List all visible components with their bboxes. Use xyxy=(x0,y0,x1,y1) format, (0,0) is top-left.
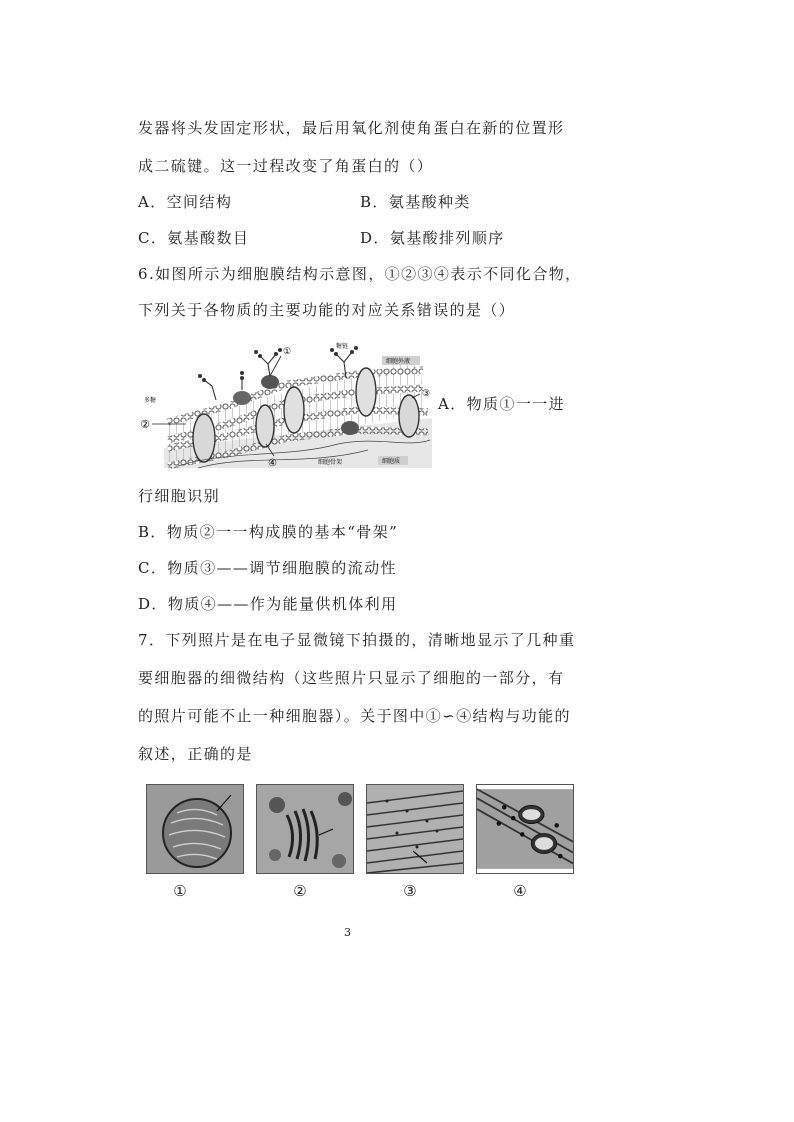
text-line: 发器将头发固定形状，最后用氧化剂使角蛋白在新的位置形 xyxy=(138,119,565,137)
q5-option-d: D．氨基酸排列顺序 xyxy=(360,229,505,247)
figure-label: ② xyxy=(140,418,150,431)
text-line: 成二硫键。这一过程改变了角蛋白的（） xyxy=(138,157,434,175)
q7-stem: 叙述，正确的是 xyxy=(138,745,253,763)
figure-label: 细胞外液 xyxy=(386,358,411,365)
q6-stem: 6.如图所示为细胞膜结构示意图，①②③④表示不同化合物， xyxy=(138,265,582,283)
q6-option-b: B．物质②一一构成膜的基本“骨架” xyxy=(138,523,399,541)
photo-label: ④ xyxy=(513,882,527,900)
q5-option-c: C．氨基酸数目 xyxy=(138,229,250,247)
photo-label: ② xyxy=(293,882,307,900)
figure-label: 糖链 xyxy=(336,343,349,350)
q7-stem: 的照片可能不止一种细胞器）。关于图中①∽④结构与功能的 xyxy=(138,707,571,725)
figure-label: 细胞骨架 xyxy=(318,459,343,466)
figure-label: ④ xyxy=(268,458,277,469)
em-photo-golgi xyxy=(256,784,354,874)
photo-label: ① xyxy=(173,882,187,900)
q6-option-d: D．物质④——作为能量供机体利用 xyxy=(138,595,398,613)
figure-label: ① xyxy=(283,347,292,357)
page-number: 3 xyxy=(344,926,351,939)
em-photo-mitochondrion xyxy=(146,784,244,874)
q6-option-c: C．物质③——调节细胞膜的流动性 xyxy=(138,559,397,577)
em-photo-chloroplast xyxy=(476,784,574,874)
q5-option-b: B．氨基酸种类 xyxy=(360,193,471,211)
figure-label: ③ xyxy=(422,389,431,399)
q5-option-a: A．空间结构 xyxy=(138,193,233,211)
figure-label: 细胞质 xyxy=(382,458,401,465)
q6-stem: 下列关于各物质的主要功能的对应关系错误的是（） xyxy=(138,301,516,319)
photo-label: ③ xyxy=(403,882,417,900)
q6-option-a-cont: 行细胞识别 xyxy=(138,487,221,505)
em-photo-er xyxy=(366,784,464,874)
q7-stem: 要细胞器的细微结构（这些照片只显示了细胞的一部分，有 xyxy=(138,669,565,687)
q6-option-a: A．物质①一一进 xyxy=(438,395,566,413)
figure-label: 多糖 xyxy=(144,397,157,404)
q7-stem: 7．下列照片是在电子显微镜下拍摄的，清晰地显示了几种重 xyxy=(138,631,576,649)
cell-membrane-figure xyxy=(138,340,434,472)
